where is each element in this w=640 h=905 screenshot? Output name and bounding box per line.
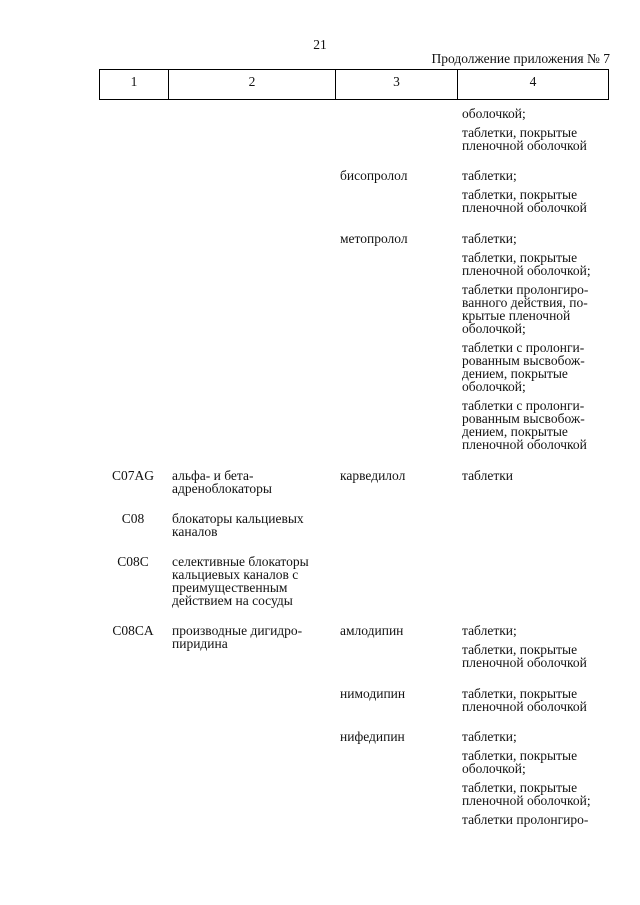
drug-name: карведилол <box>340 468 406 483</box>
column-header-1: 1 <box>100 70 169 99</box>
anatomical-group: альфа- и бета-адреноблокаторы <box>172 468 272 496</box>
atc-code: C08CA <box>112 623 154 638</box>
drug-name: амлодипин <box>340 623 404 638</box>
dosage-form: таблетки, покрытые пленочной оболочкой <box>462 125 587 153</box>
dosage-form: таблетки; <box>462 231 517 246</box>
anatomical-group: блокаторы кальциевых каналов <box>172 511 304 539</box>
atc-code: C07AG <box>111 468 154 483</box>
dosage-form: таблетки, покрытые пленочной оболочкой <box>462 187 587 215</box>
column-header-4: 4 <box>529 74 537 89</box>
drug-name: бисопролол <box>340 168 408 183</box>
drug-name: метопролол <box>340 231 408 246</box>
drug-name: нифедипин <box>340 729 405 744</box>
column-header-2: 2 <box>169 70 336 99</box>
dosage-form: таблетки, покрытые пленочной оболочкой; <box>462 780 591 808</box>
atc-code: C08C <box>117 554 149 569</box>
dosage-form: оболочкой; <box>462 106 526 121</box>
atc-code: C08 <box>121 511 145 526</box>
anatomical-group: селективные блокаторы кальциевых каналов с преимущественным действием на сосуды <box>172 554 309 608</box>
drug-name: нимодипин <box>340 686 406 701</box>
page-number: 21 <box>313 37 327 52</box>
dosage-form: таблетки с пролонги-рованным высвобож-дением, покрытые пленочной оболочкой <box>462 398 587 452</box>
continuation-caption: Продолжение приложения № 7 <box>431 51 610 66</box>
dosage-form: таблетки <box>462 468 514 483</box>
anatomical-group: производные дигидро-пиридина <box>172 623 303 651</box>
dosage-form: таблетки, покрытые пленочной оболочкой; <box>462 250 591 278</box>
dosage-form: таблетки; <box>462 168 517 183</box>
dosage-form: таблетки пролонгиро-ванного действия, по-крытые пленочной оболочкой; <box>462 282 589 336</box>
column-header-3: 3 <box>336 70 458 99</box>
dosage-form: таблетки с пролонги-рованным высвобож-дением, покрытые оболочкой; <box>462 340 585 394</box>
dosage-form: таблетки; <box>462 729 517 744</box>
dosage-form: таблетки, покрытые пленочной оболочкой <box>462 642 587 670</box>
dosage-form: таблетки, покрытые оболочкой; <box>462 748 578 776</box>
dosage-form: таблетки, покрытые пленочной оболочкой <box>462 686 587 714</box>
table-header-row <box>99 69 609 100</box>
dosage-form: таблетки пролонгиро- <box>462 812 589 827</box>
dosage-form: таблетки; <box>462 623 517 638</box>
